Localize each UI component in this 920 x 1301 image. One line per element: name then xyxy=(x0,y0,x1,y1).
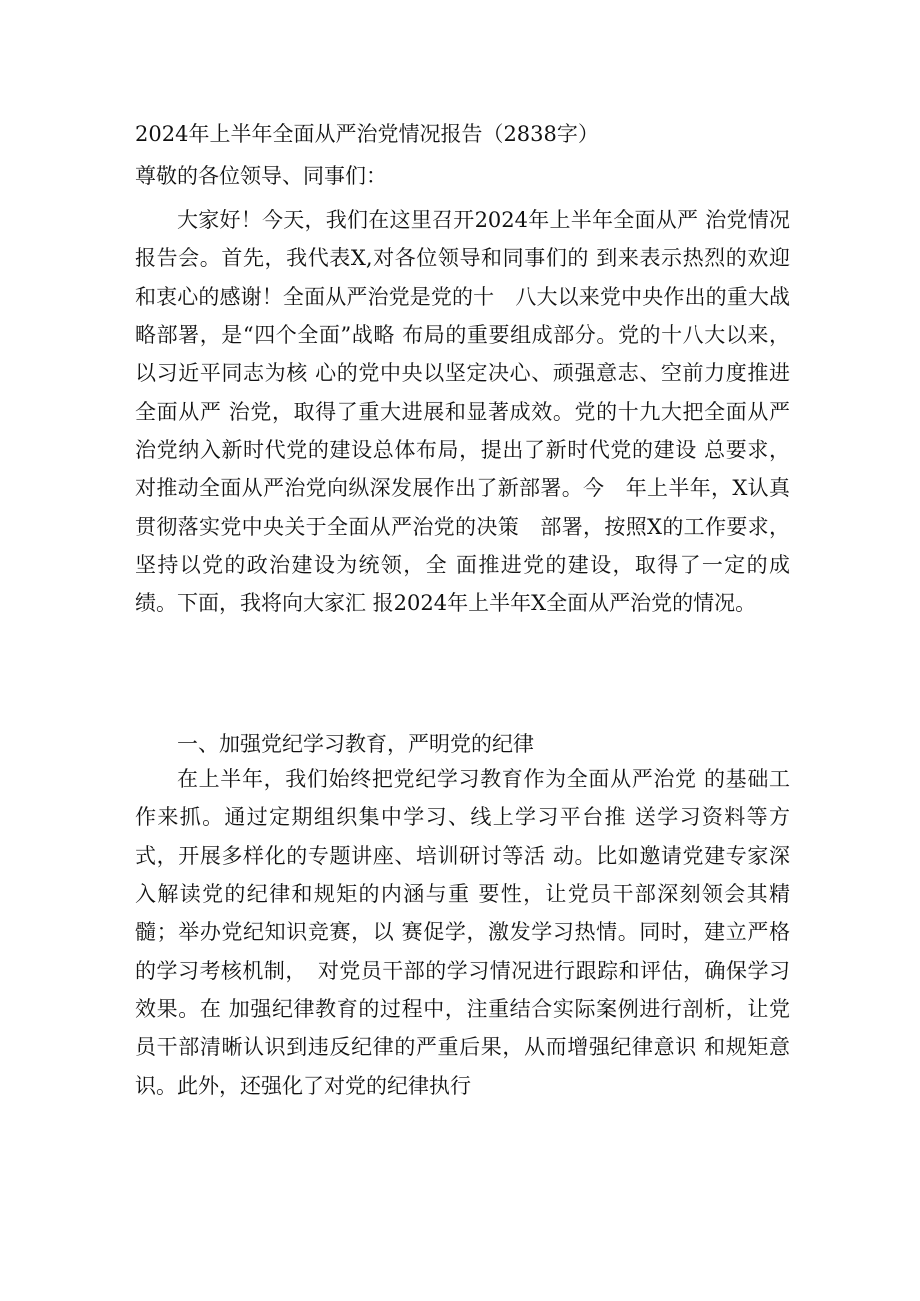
document-title: 2024年上半年全面从严治党情况报告（2838字） xyxy=(135,122,599,146)
opening-paragraph: 大家好！今天，我们在这里召开2024年上半年全面从严 治党情况报告会。首先，我代表X,对各位领导和同事们的 到来表示热烈的欢迎和衷心的感谢！全面从严治党是党的十 八大以来党中央作出的重大战略部署，是“四个全面”战略 布局的重要组成部分。党的十八大以来，以习近平同志为核 心的党中央以坚定决心、顽强意志、空前力度推进全面从严 治党，取得了重大进展和显著成效。党的十九大把全面从严 治党纳入新时代党的建设总体布局，提出了新时代党的建设 总要求，对推动全面从严治党向纵深发展作出了新部署。今 年上半年，X认真贯彻落实党中央关于全面从严治党的决策 部署，按照X的工作要求，坚持以党的政治建设为统领，全 面推进党的建设，取得了一定的成绩。下面，我将向大家汇 报2024年上半年X全面从严治党的情况。 xyxy=(135,208,790,616)
section-heading: 一、加强党纪学习教育，严明党的纪律 xyxy=(177,732,534,756)
section-paragraph: 在上半年，我们始终把党纪学习教育作为全面从严治党 的基础工作来抓。通过定期组织集中学习、线上学习平台推 送学习资料等方式，开展多样化的专题讲座、培训研讨等活 动。比如邀请党建专家深入解读党的纪律和规矩的内涵与重 要性，让党员干部深刻领会其精髓；举办党纪知识竞赛，以 赛促学，激发学习热情。同时，建立严格的学习考核机制， 对党员干部的学习情况进行跟踪和评估，确保学习效果。在 加强纪律教育的过程中，注重结合实际案例进行剖析，让党 员干部清晰认识到违反纪律的严重后果，从而增强纪律意识 和规矩意识。此外，还强化了对党的纪律执行 xyxy=(135,767,790,1098)
salutation: 尊敬的各位领导、同事们： xyxy=(135,164,387,188)
